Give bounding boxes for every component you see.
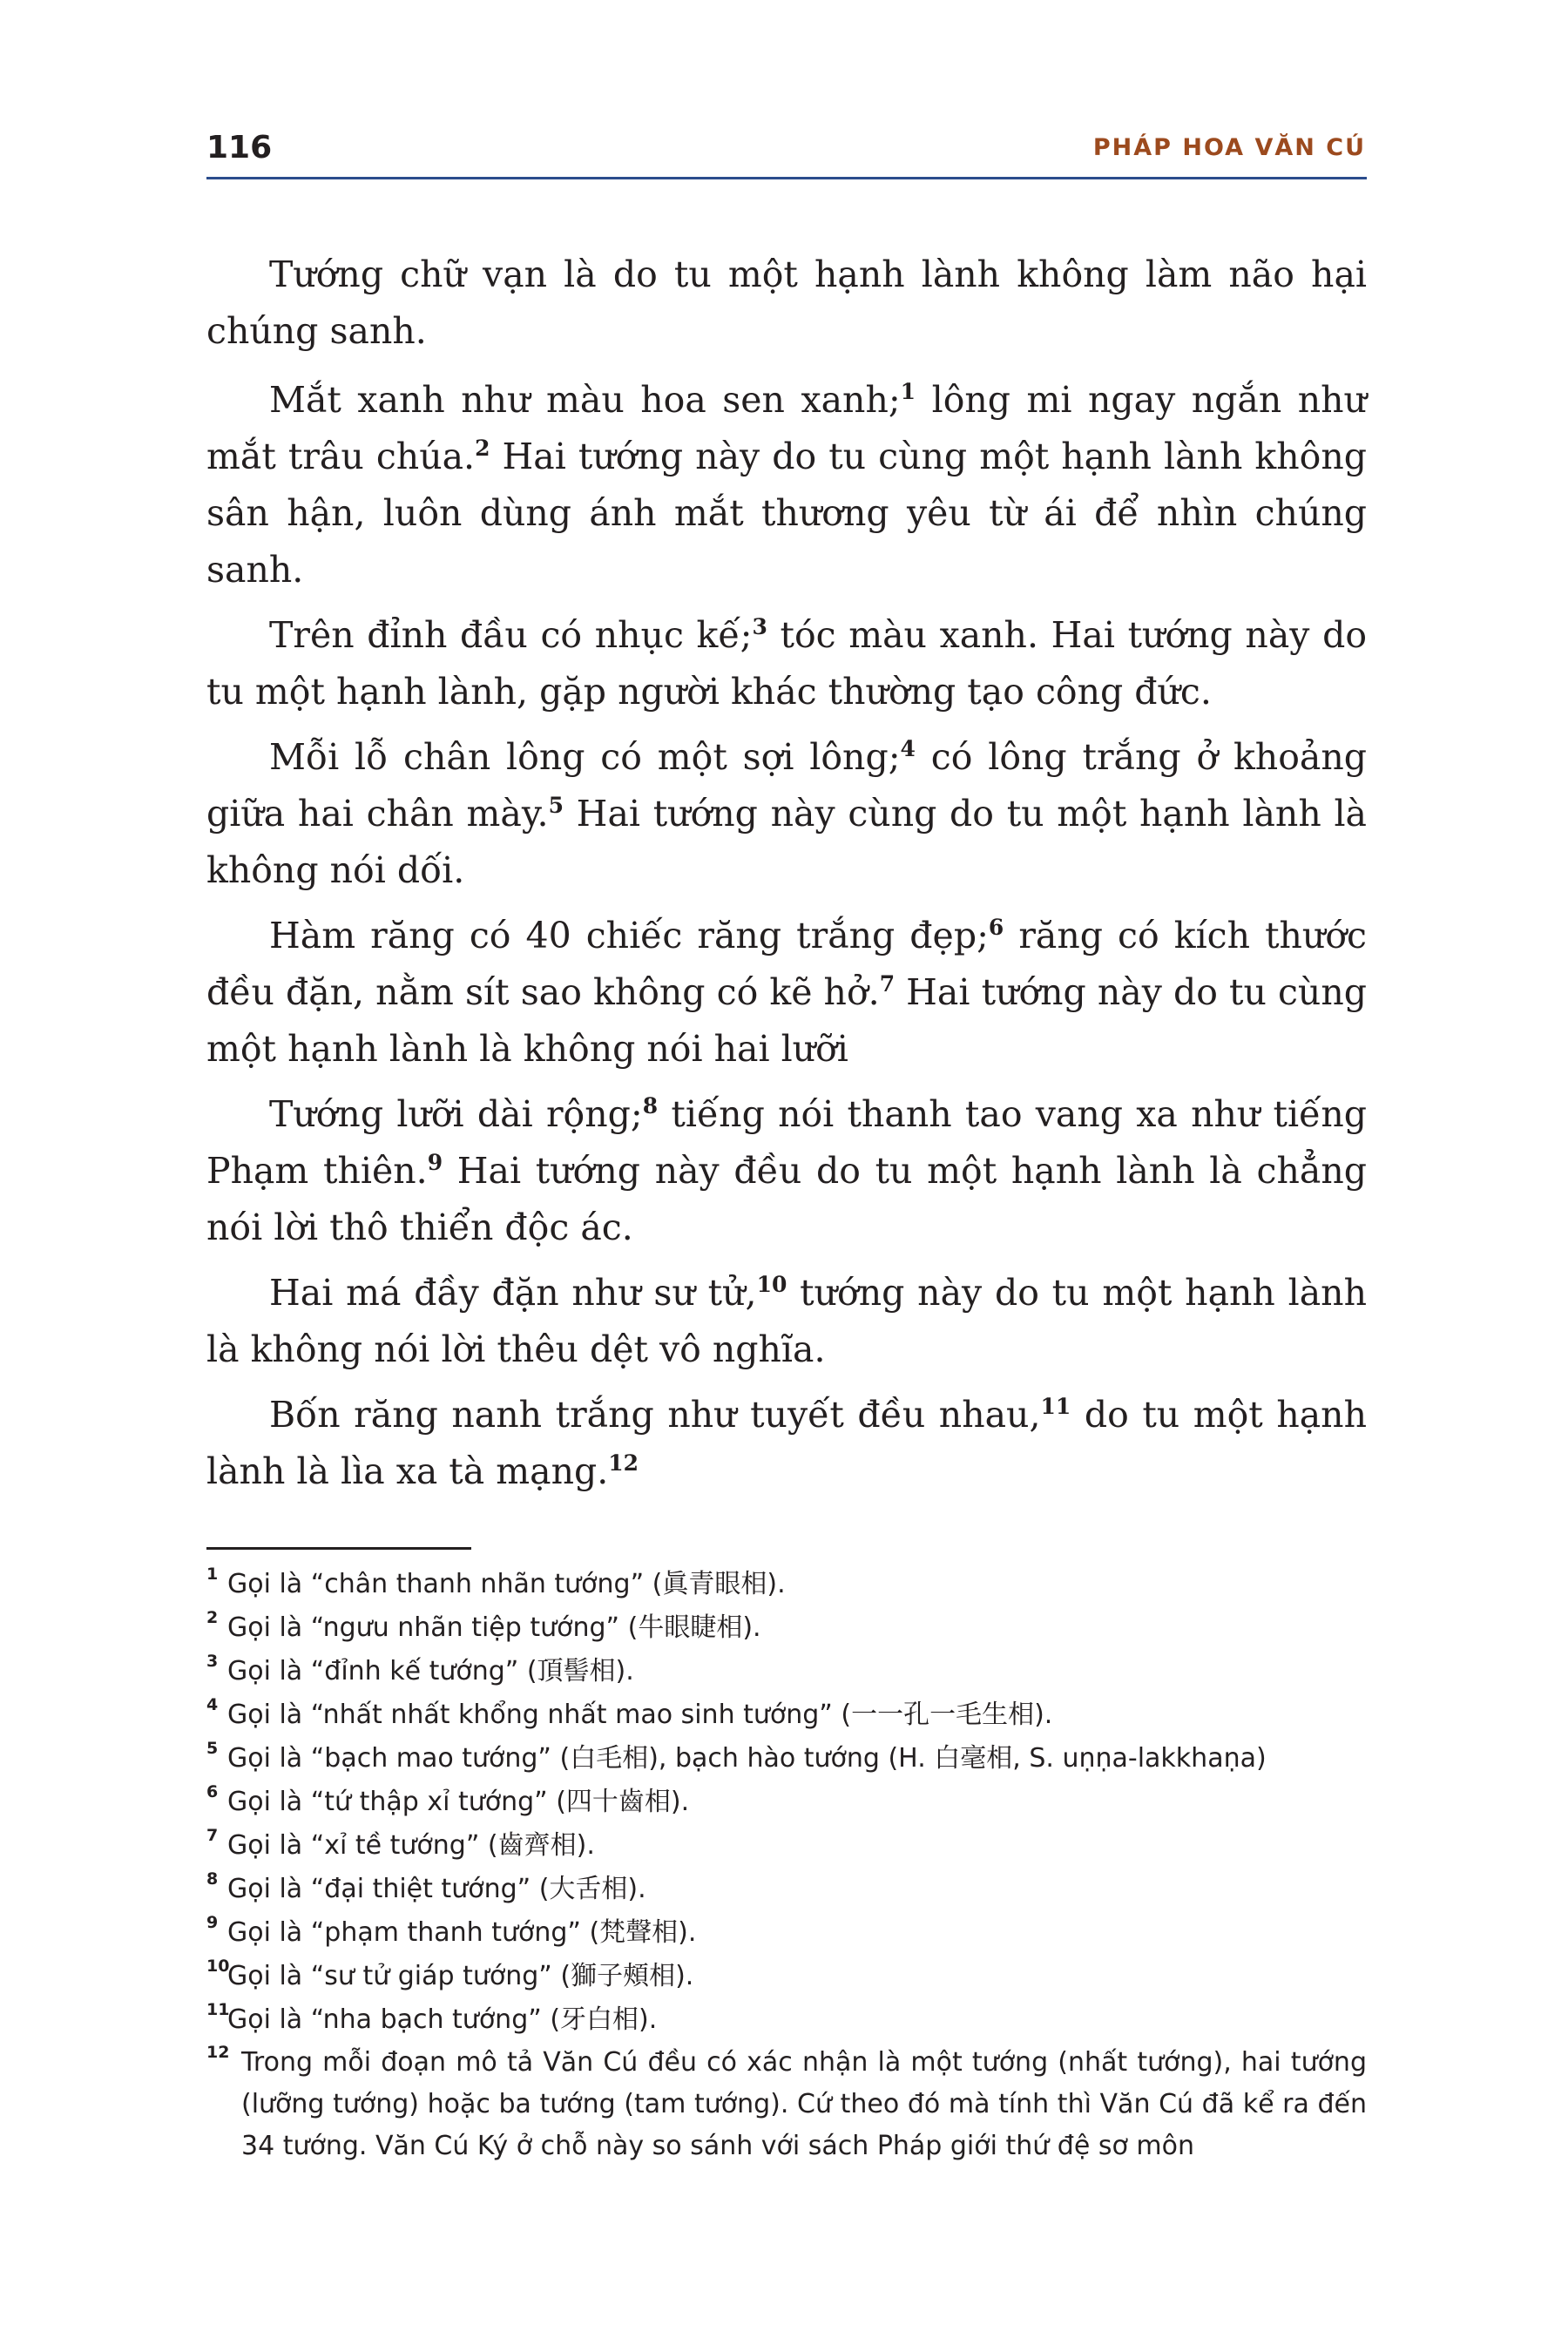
paragraph: Hàm răng có 40 chiếc răng trắng đẹp;$^6$ răng có kích thước đều đặn, nằm sít sao không có kẽ hở.$^7$ Hai tướng này do tu cùng một hạnh lành là không nói hai lưỡi [206, 915, 1368, 1070]
footnote: 3 Gọi là “đỉnh kế tướng” (頂髻相). [206, 1650, 1367, 1693]
footnote-number: 4 [206, 1695, 219, 1714]
footnote-number: 3 [206, 1652, 219, 1671]
header-rule [206, 177, 1367, 179]
footnote-number: 12 [206, 2043, 230, 2062]
footnote-ref: 4 [900, 736, 916, 761]
footnote-number: 6 [206, 1782, 219, 1801]
footnote-ref: 12 [608, 1450, 639, 1476]
footnote: 11 Gọi là “nha bạch tướng” (牙白相). [206, 1998, 1367, 2042]
footnote: 1 Gọi là “chân thanh nhãn tướng” (眞青眼相). [206, 1563, 1367, 1606]
footnote: 4 Gọi là “nhất nhất khổng nhất mao sinh tướng” (一一孔一毛生相). [206, 1693, 1367, 1737]
footnote: 5 Gọi là “bạch mao tướng” (白毛相), bạch hào tướng (H. 白毫相, S. uṇṇa-lakkhaṇa) [206, 1737, 1367, 1781]
footnote-number: 2 [206, 1608, 219, 1627]
footnote: 10 Gọi là “sư tử giáp tướng” (獅子頰相). [206, 1955, 1367, 1998]
footnotes [206, 1563, 1367, 2167]
body-text [206, 247, 1367, 1509]
footnote-number: 10 [206, 1957, 230, 1976]
footnote: 6 Gọi là “tứ thập xỉ tướng” (四十齒相). [206, 1781, 1367, 1824]
footnote-number: 9 [206, 1913, 219, 1932]
footnote-number: 5 [206, 1739, 219, 1758]
footnote-ref: 9 [427, 1150, 443, 1175]
footnote-ref: 2 [475, 436, 490, 461]
paragraph: Trên đỉnh đầu có nhục kế;$^3$ tóc màu xanh. Hai tướng này do tu một hạnh lành, gặp người khác thường tạo công đức. [206, 614, 1367, 713]
paragraph: Tướng lưỡi dài rộng;$^8$ tiếng nói thanh tao vang xa như tiếng Phạm thiên.$^9$ Hai tướng này đều do tu một hạnh lành là chẳng nói lời thô thiển độc ác. [206, 1093, 1367, 1248]
running-title: PHÁP HOA VĂN CÚ [1092, 134, 1366, 161]
footnote-number: 7 [206, 1826, 219, 1845]
paragraph: Bốn răng nanh trắng như tuyết đều nhau,$^{11}$ do tu một hạnh lành là lìa xa tà mạng.$^{12}$ [206, 1394, 1367, 1492]
footnote-number: 11 [206, 2000, 230, 2019]
footnote-ref: 5 [548, 793, 564, 818]
footnote: 2 Gọi là “ngưu nhãn tiệp tướng” (牛眼睫相). [206, 1606, 1367, 1650]
footnote-ref: 8 [642, 1093, 659, 1119]
paragraph: Mắt xanh như màu hoa sen xanh;$^1$ lông mi ngay ngắn như mắt trâu chúa.$^2$ Hai tướng này do tu cùng một hạnh lành không sân hận, luôn dùng ánh mắt thương yêu từ ái để nhìn chúng sanh. [206, 379, 1367, 591]
paragraph: Mỗi lỗ chân lông có một sợi lông;$^4$ có lông trắng ở khoảng giữa hai chân mày.$^5$ Hai tướng này cùng do tu một hạnh lành là không nói dối. [206, 736, 1368, 891]
footnote: 8 Gọi là “đại thiệt tướng” (大舌相). [206, 1868, 1367, 1911]
footnote-separator [206, 1547, 471, 1550]
footnote: 12 Trong mỗi đoạn mô tả Văn Cú đều có xác nhận là một tướng (nhất tướng), hai tướng (lưỡng tướng) hoặc ba tướng (tam tướng). Cứ theo đó mà tính thì Văn Cú đã kể ra đến 34 tướng. Văn Cú Ký ở chỗ này so sánh với sách Pháp giới thứ đệ sơ môn [206, 2042, 1367, 2167]
footnote-ref: 11 [1040, 1394, 1071, 1419]
footnote-number: 8 [206, 1869, 219, 1889]
footnote-ref: 7 [879, 971, 896, 997]
footnote: 9 Gọi là “phạm thanh tướng” (梵聲相). [206, 1911, 1367, 1955]
paragraph: Hai má đầy đặn như sư tử,$^{10}$ tướng này do tu một hạnh lành là không nói lời thêu dệt vô nghĩa. [206, 1272, 1367, 1370]
page-number: 116 [206, 130, 273, 166]
footnote-ref: 10 [756, 1272, 787, 1297]
paragraph: Tướng chữ vạn là do tu một hạnh lành không làm não hại chúng sanh. [206, 253, 1367, 352]
footnote: 7 Gọi là “xỉ tề tướng” (齒齊相). [206, 1824, 1367, 1868]
footnote-ref: 3 [752, 614, 767, 639]
footnote-number: 1 [206, 1565, 219, 1584]
footnote-ref: 1 [900, 379, 916, 404]
footnote-ref: 6 [988, 915, 1004, 940]
